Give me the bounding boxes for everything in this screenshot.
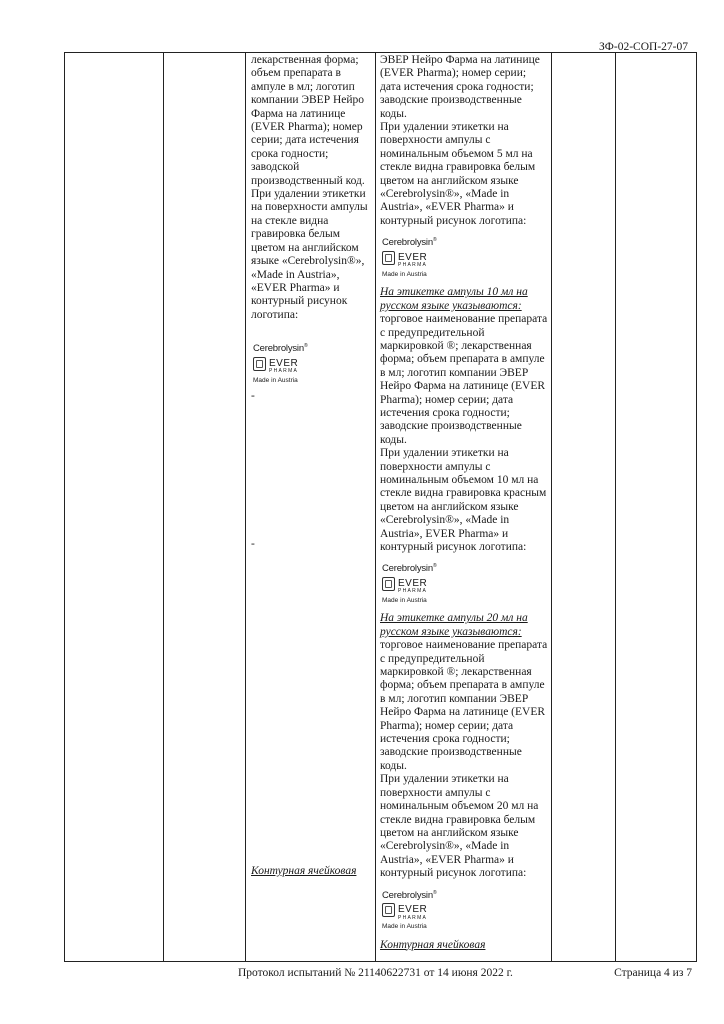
col1-cell xyxy=(65,53,164,962)
footer-page-number: Страница 4 из 7 xyxy=(614,967,692,979)
col4-block1-text: ЭВЕР Нейро Фарма на латинице (EVER Pharma); номер серии; дата истечения срока годности; заводские производственные коды. xyxy=(380,54,540,120)
col4-block2-engraving: При удалении этикетки на поверхности ампулы с номинальным объемом 10 мл на стекле видна гравировка красным цветом на английском языке «Cerebrolysin®», «Made in Austria», EVER Pharma» и контурный рисунок логотипа: xyxy=(380,447,547,553)
col6-cell xyxy=(616,53,697,962)
logo-mark-icon xyxy=(382,251,395,265)
ever-pharma-logo: Cerebrolysin® EVER PHARMA Made in Austria xyxy=(382,234,446,280)
col4-block3-engraving: При удалении этикетки на поверхности ампулы с номинальным объемом 20 мл на стекле видна гравировка белым цветом на английском языке «Cerebrolysin®», «Made in Austria», «EVER Pharma» и контурный рисунок логотипа: xyxy=(380,773,539,880)
col3-cell xyxy=(246,53,376,962)
col3-dash-1: - xyxy=(251,390,255,403)
ever-pharma-logo: Cerebrolysin® EVER PHARMA Made in Austria xyxy=(253,340,317,386)
logo-mark-icon xyxy=(382,577,395,591)
col3-text-main: лекарственная форма; объем препарата в ампуле в мл; логотип компании ЭВЕР Нейро Фарма на латинице (EVER Pharma); номер серии; дата истечения срока годности; заводской производственный код. xyxy=(251,54,365,187)
col4-block3-heading: На этикетке ампулы 20 мл на русском языке указываются: xyxy=(380,612,528,638)
requirements-table xyxy=(64,52,697,962)
logo-mark-icon xyxy=(253,357,266,371)
col4-cell xyxy=(376,53,552,962)
logo-brand: Cerebrolysin® xyxy=(253,343,308,355)
col5-cell xyxy=(552,53,616,962)
col3-text-engraving: При удалении этикетки на поверхности ампулы на стекле видна гравировка белым цветом на английском языке «Cerebrolysin®», «Made in Austria», «EVER Pharma» и контурный рисунок логотипа: xyxy=(251,188,368,321)
logo-brand: Cerebrolysin® xyxy=(382,237,437,249)
col4-footer-text: Контурная ячейковая xyxy=(380,938,486,951)
logo-brand: Cerebrolysin® xyxy=(382,563,437,575)
col4-block2-heading: На этикетке ампулы 10 мл на русском языке указываются: xyxy=(380,286,528,312)
col4-block1-engraving: При удалении этикетки на поверхности ампулы с номинальным объемом 5 мл на стекле видна гравировка белым цветом на английском языке «Cerebrolysin®», «Made in Austria», «EVER Pharma» и контурный рисунок логотипа: xyxy=(380,121,536,227)
document-code: ЗФ-02-СОП-27-07 xyxy=(599,41,688,53)
logo-mark-icon xyxy=(382,903,395,917)
col4-block3-text: торговое наименование препарата с предупредительной маркировкой ®; лекарственная форма; объем препарата в ампуле в мл; логотип компании ЭВЕР Нейро Фарма на латинице (EVER Pharma); номер серии; дата истечения срока годности; заводские производственные коды. xyxy=(380,639,548,772)
col3-footer-text: Контурная ячейковая xyxy=(251,864,357,877)
ever-pharma-logo: Cerebrolysin® EVER PHARMA Made in Austria xyxy=(382,887,446,933)
col4-block2-text: торговое наименование препарата с предупредительной маркировкой ®; лекарственная форма; объем препарата в ампуле в мл; логотип компании ЭВЕР Нейро Фарма на латинице (EVER Pharma); номер серии; дата истечения срока годности; заводские производственные коды. xyxy=(380,313,548,446)
col2-cell xyxy=(164,53,246,962)
ever-pharma-logo: Cerebrolysin® EVER PHARMA Made in Austria xyxy=(382,560,446,606)
logo-brand: Cerebrolysin® xyxy=(382,889,437,901)
col3-dash-2: - xyxy=(251,537,255,550)
footer-protocol: Протокол испытаний № 21140622731 от 14 июня 2022 г. xyxy=(238,967,513,979)
